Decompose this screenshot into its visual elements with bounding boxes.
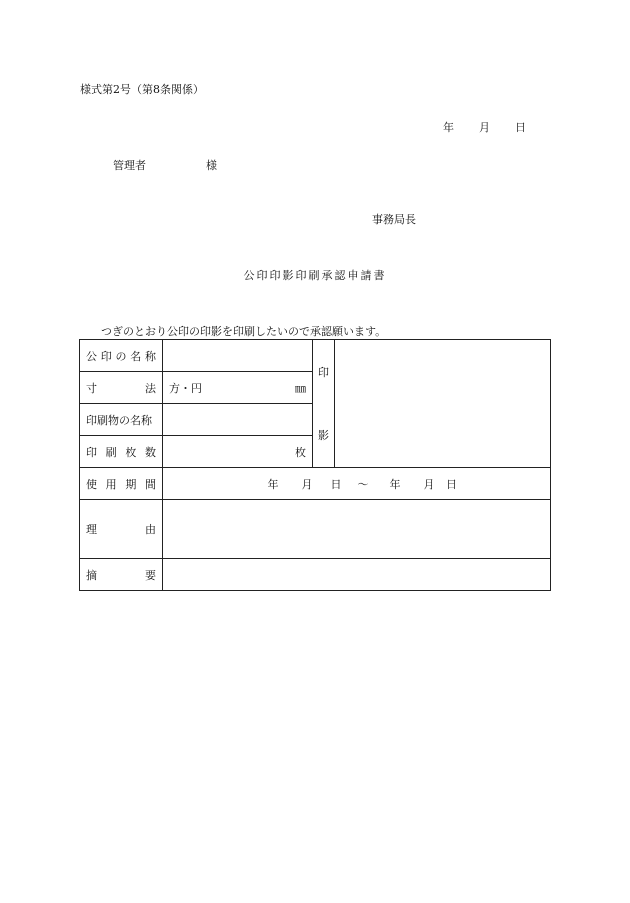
size-field[interactable]: [163, 372, 313, 404]
period-field[interactable]: [163, 468, 551, 500]
label-char: 用: [105, 477, 117, 491]
period-year-1: 年: [267, 477, 279, 491]
stamp-impression-area[interactable]: [335, 340, 551, 468]
addressee: [113, 157, 217, 173]
label-char: 使: [86, 477, 97, 491]
date-year: 年: [443, 121, 454, 134]
period-year-2: 年: [389, 477, 401, 491]
label-char: 数: [144, 445, 156, 459]
remarks-label-2: 要: [145, 568, 156, 582]
honorific: 様: [206, 159, 217, 172]
size-label-1: 寸: [86, 381, 97, 395]
label-char: 公: [86, 349, 97, 363]
count-field[interactable]: [163, 436, 313, 468]
size-prefix: 方・円: [169, 381, 202, 395]
remarks-label: [80, 559, 163, 591]
reason-label-1: 理: [86, 523, 97, 536]
label-char: の: [115, 349, 127, 363]
count-label: [80, 436, 163, 468]
stamp-label-top: 印: [318, 365, 329, 379]
date-day: 日: [515, 121, 526, 134]
document-title: 公印印影印刷承認申請書: [243, 269, 387, 282]
label-char: 間: [144, 477, 156, 491]
size-unit: ㎜: [295, 381, 306, 395]
size-label: [80, 372, 163, 404]
sender: 事務局長: [372, 213, 416, 226]
period-day-1: 日: [330, 477, 342, 491]
count-unit: 枚: [295, 445, 306, 459]
application-table: [79, 339, 551, 591]
date-month: 月: [479, 121, 490, 134]
remarks-field[interactable]: [163, 559, 551, 591]
seal-name-field[interactable]: [163, 340, 313, 372]
period-day-2: 日: [446, 477, 457, 491]
label-char: 称: [145, 349, 156, 363]
addressee-name: 管理者: [113, 159, 146, 172]
label-char: 印: [100, 349, 112, 363]
date-line: [443, 119, 526, 135]
label-char: 期: [125, 477, 137, 491]
stamp-label-bottom: 影: [318, 429, 329, 443]
remarks-label-1: 摘: [86, 568, 97, 582]
period-label: [80, 468, 163, 500]
form-number: 様式第2号（第8条関係）: [80, 83, 204, 96]
print-name-field[interactable]: [163, 404, 313, 436]
print-name-label: 印刷物の名称: [80, 404, 163, 436]
stamp-impression-label: [313, 340, 335, 468]
period-month-1: 月: [301, 477, 313, 491]
period-separator: ～: [357, 477, 369, 491]
label-char: 印: [86, 445, 97, 459]
label-char: 枚: [125, 445, 137, 459]
label-char: 刷: [105, 445, 117, 459]
size-label-2: 法: [145, 381, 156, 395]
reason-label: [80, 500, 163, 559]
label-char: 名: [130, 349, 142, 363]
reason-label-2: 由: [145, 523, 156, 536]
intro-text: つぎのとおり公印の印影を印刷したいので承認願います。: [101, 325, 387, 338]
reason-field[interactable]: [163, 500, 551, 559]
seal-name-label: [80, 340, 163, 372]
period-month-2: 月: [423, 477, 435, 491]
